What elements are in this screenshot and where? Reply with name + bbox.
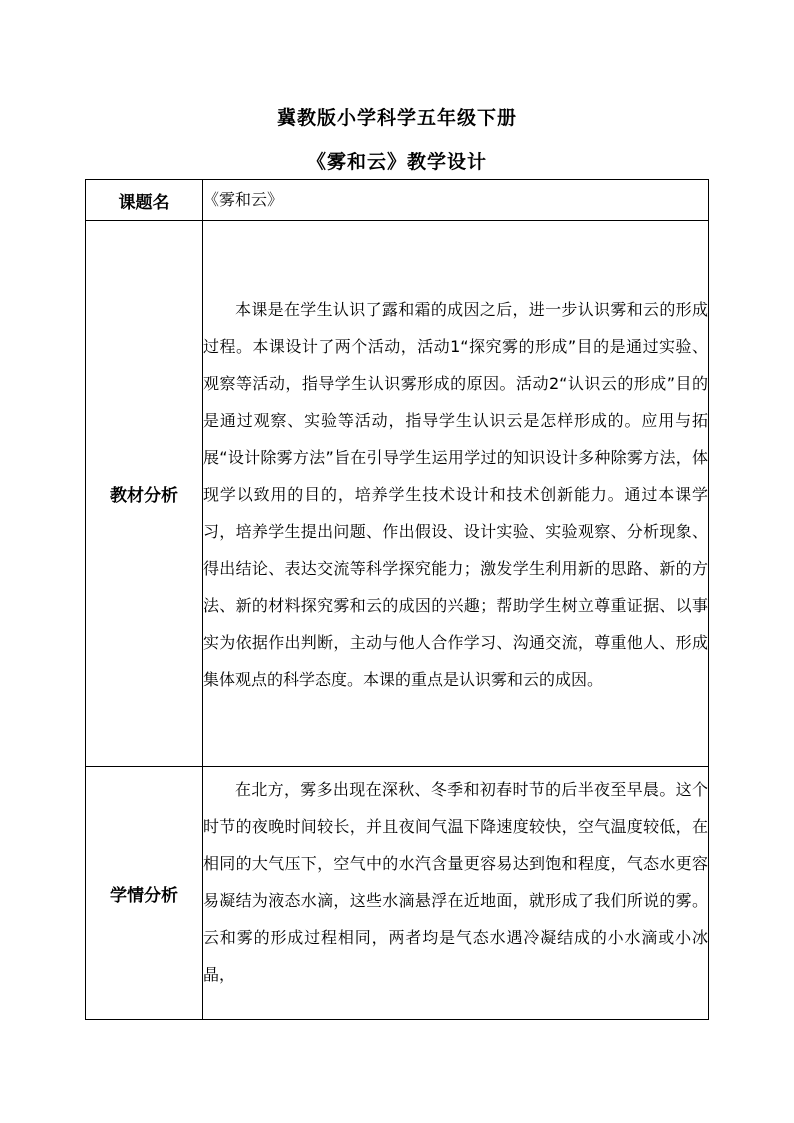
topic-text: 《雾和云》	[203, 190, 284, 209]
row-content-topic	[203, 180, 709, 221]
document-title: 冀教版小学科学五年级下册	[276, 107, 517, 129]
table-row	[86, 767, 709, 1020]
document-subtitle: 《雾和云》教学设计	[306, 151, 487, 173]
row-content-material-analysis	[203, 221, 709, 767]
row-label-student-analysis: 学情分析	[86, 767, 203, 1020]
table-row	[86, 180, 709, 221]
row-label-material-analysis: 教材分析	[86, 221, 203, 767]
lesson-plan-table	[85, 179, 709, 1020]
row-label-topic: 课题名	[86, 180, 203, 221]
student-analysis-text: 在北方，雾多出现在深秋、冬季和初春时节的后半夜至早晨。这个时节的夜晚时间较长，并且夜间气温下降速度较快，空气温度较低，在相同的大气压下，空气中的水汽含量更容易达到饱和程度，气态水更容易凝结为液态水滴，这些水滴悬浮在近地面，就形成了我们所说的雾。云和雾的形成过程相同，两者均是气态水遇冷凝结成的小水滴或小冰晶，	[203, 780, 708, 984]
material-analysis-text: 本课是在学生认识了露和霜的成因之后，进一步认识雾和云的形成过程。本课设计了两个活动，活动1“探究雾的形成”目的是通过实验、观察等活动，指导学生认识雾形成的原因。活动2“认识云的形成”目的是通过观察、实验等活动，指导学生认识云是怎样形成的。应用与拓展“设计除雾方法”旨在引导学生运用学过的知识设计多种除雾方法，体现学以致用的目的，培养学生技术设计和技术创新能力。通过本课学习，培养学生提出问题、作出假设、设计实验、实验观察、分析现象、得出结论、表达交流等科学探究能力；激发学生利用新的思路、新的方法、新的材料探究雾和云的成因的兴趣；帮助学生树立尊重证据、以事实为依据作出判断，主动与他人合作学习、沟通交流，尊重他人、形成集体观点的科学态度。本课的重点是认识雾和云的成因。	[203, 300, 708, 689]
row-content-student-analysis	[203, 767, 709, 1020]
table-row	[86, 221, 709, 767]
